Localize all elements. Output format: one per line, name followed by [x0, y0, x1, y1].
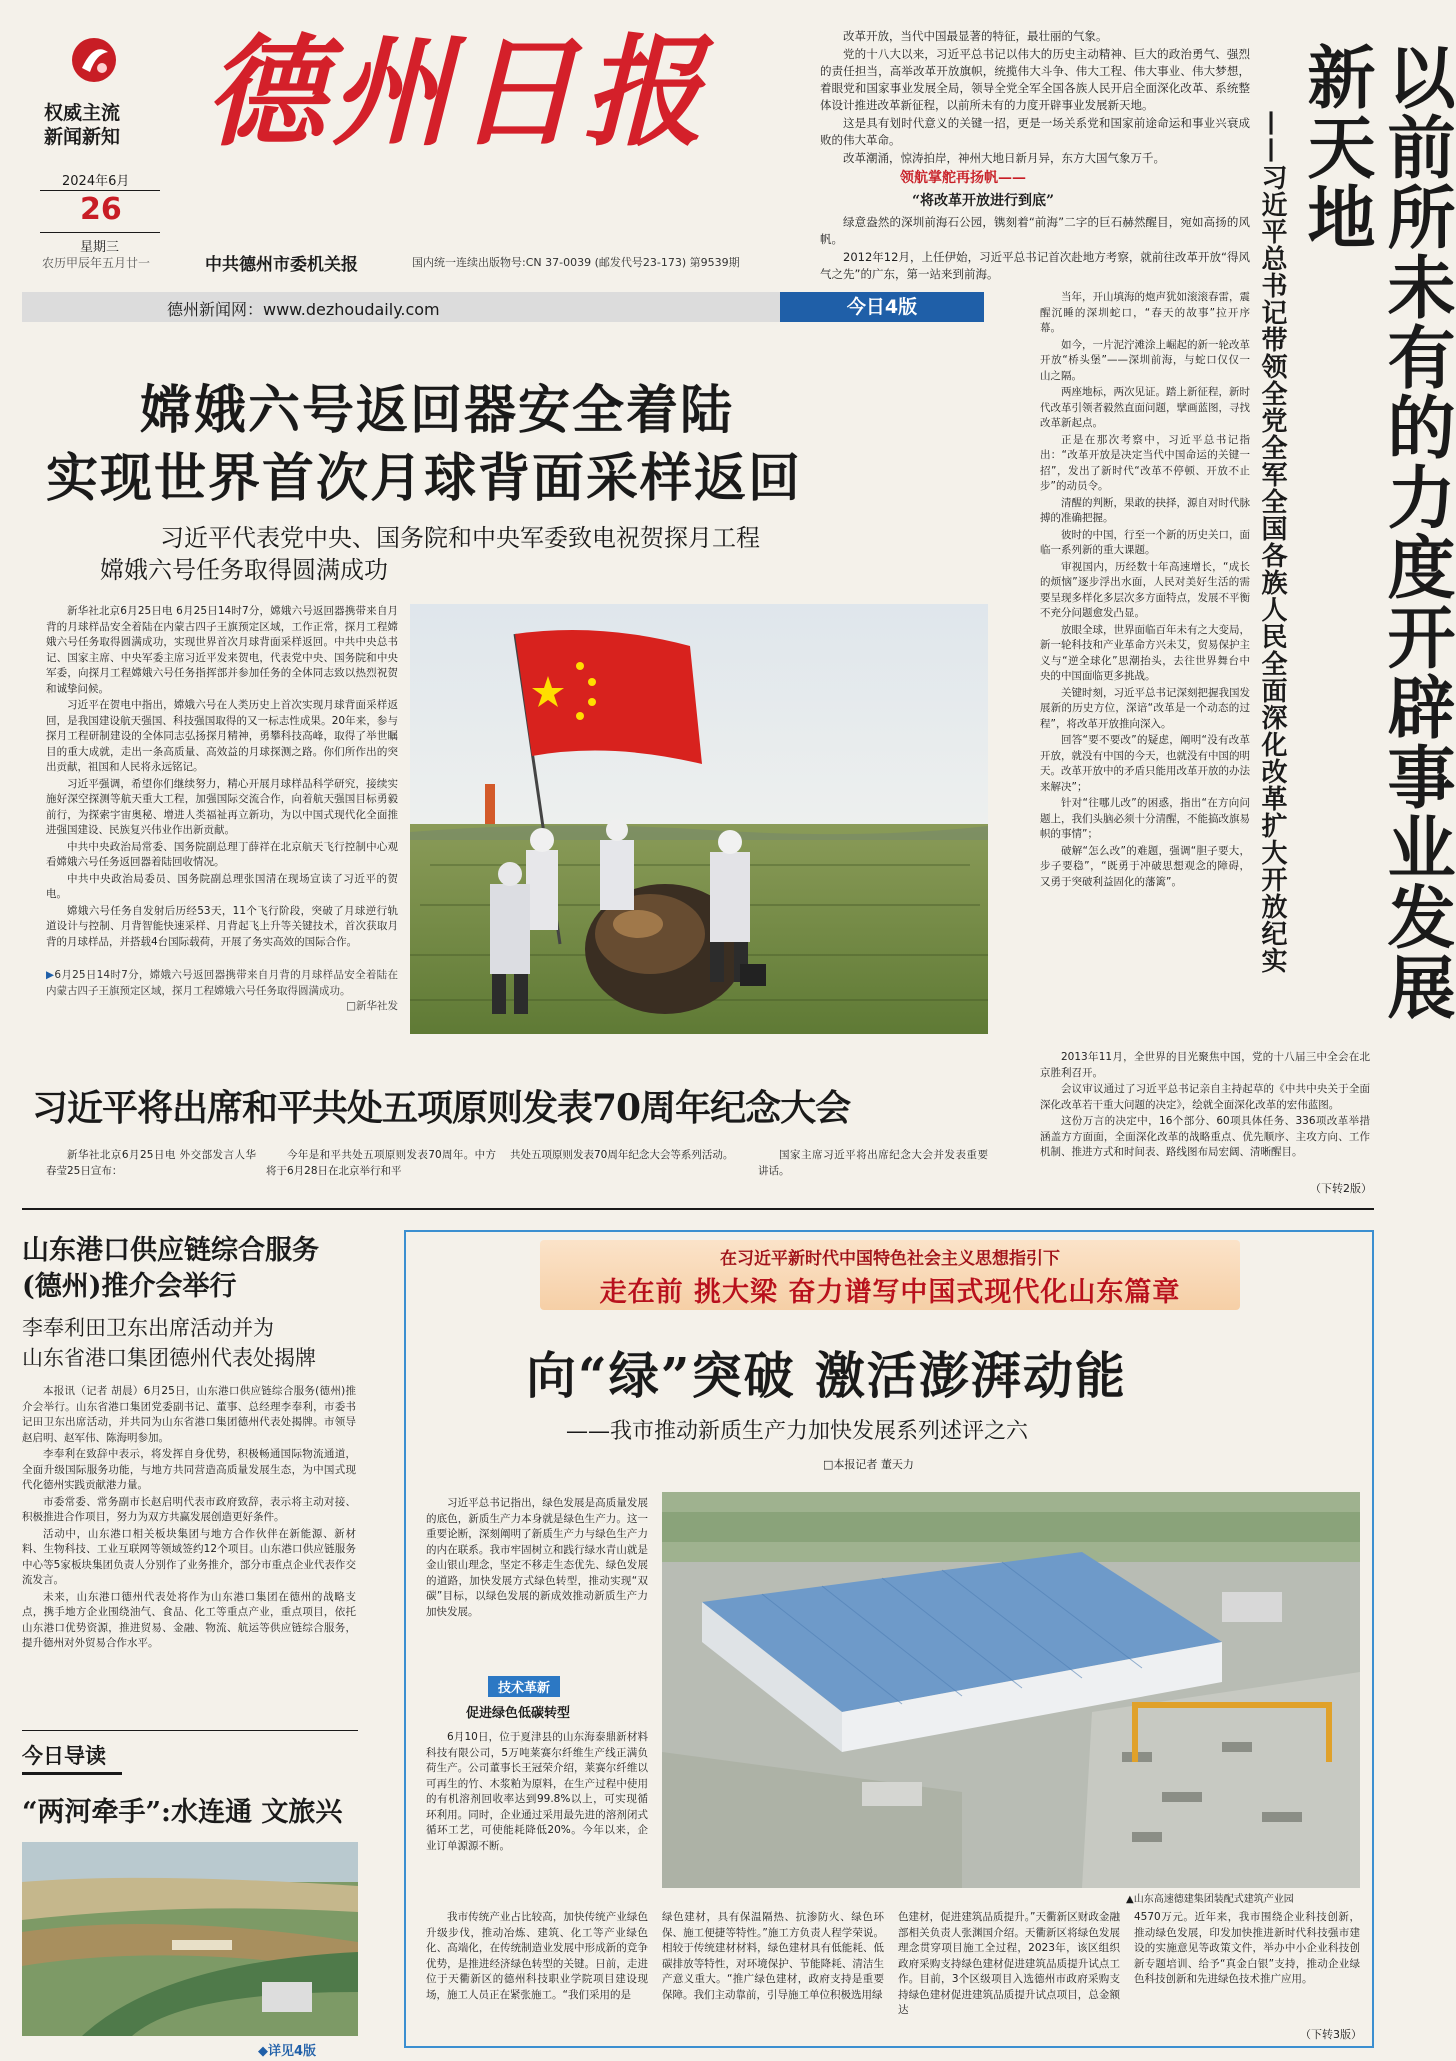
lead-body — [46, 604, 398, 956]
slogan-line1: 权威主流 — [44, 102, 121, 124]
guide-headline[interactable]: “两河牵手”:水连通 文旅兴 — [22, 1797, 343, 1828]
second-headline: 习近平将出席和平共处五项原则发表70周年纪念大会 — [32, 1087, 851, 1129]
intro-para: 改革开放，当代中国最显著的特征，最壮丽的气象。 — [843, 29, 1108, 43]
bottom-para: 2013年11月，全世界的目光聚焦中国，党的十八届三中全会在北京胜利召开。 — [1040, 1051, 1370, 1079]
caption-text: 6月25日14时7分，嫦娥六号返回器携带来自月背的月球样品安全着陆在内蒙古四子王旗预定区域，探月工程嫦娥六号任务取得圆满成功。 — [46, 969, 398, 997]
newspaper-logo-icon — [72, 38, 116, 82]
feature-tag: 技术革新 — [488, 1676, 560, 1697]
feature-photo — [662, 1492, 1360, 1888]
lead-headline-line2: 实现世界首次月球背面采样返回 — [46, 448, 803, 509]
narrow-para: 破解“怎么改”的难题，强调“胆子要大，步子要稳”，“既勇于冲破思想观念的障碍，又勇于突破利益固化的藩篱”。 — [1040, 844, 1250, 888]
narrow-para: 审视国内，历经数十年高速增长，“成长的烦恼”逐步浮出水面，人民对美好生活的需要呈现多样化多层次多方面特点，发展不平衡不充分问题愈发凸显。 — [1040, 560, 1250, 619]
intro-para: 改革潮涌，惊涛拍岸，神州大地日新月异，东方大国气象万千。 — [843, 151, 1165, 165]
issue-info: 国内统一连续出版物号:CN 37-0039 (邮发代号23-173) 第9539期 — [412, 256, 740, 269]
intro-para: 这是具有划时代意义的关键一招，更是一场关系党和国家前途命运和事业兴衰成败的伟大革命。 — [820, 116, 1250, 147]
port-para: 李奉利在致辞中表示，将发挥自身优势，积极畅通国际物流通道，全面升级国际服务功能，与地方共同营造高质量发展生态，为中国式现代化德州实践贡献港力量。 — [22, 1448, 356, 1491]
second-col1: 新华社北京6月25日电 外交部发言人华春莹25日宣布： — [46, 1149, 256, 1177]
lead-photo-caption — [46, 968, 398, 1015]
slogan-line2: 新闻新知 — [44, 126, 121, 148]
port-headline-line2: (德州)推介会举行 — [22, 1271, 237, 1302]
top-right-lead — [820, 214, 1250, 284]
guide-label: 今日导读 — [22, 1743, 106, 1768]
lead-para: 习近平强调，希望你们继续努力，精心开展月球样品科学研究，接续实施好深空探测等航天重大工程，加强国际交流合作，向着航天强国目标勇毅前行，为探索宇宙奥秘、增进人类福祉再立新功，为以中国式现代化全面推进强国建设、民族复兴伟业作出新贡献。 — [46, 777, 398, 836]
lead-headline-line1: 嫦娥六号返回器安全着陆 — [140, 380, 735, 441]
guide-banner — [540, 1240, 1240, 1310]
guide-link[interactable]: ◆详见4版 — [258, 2044, 317, 2059]
lead-subhead-line2: 嫦娥六号任务取得圆满成功 — [100, 556, 388, 584]
intro-para: 党的十八大以来，习近平总书记以伟大的历史主动精神、巨大的政治勇气、强烈的责任担当，高举改革开放旗帜，统揽伟大斗争、伟大工程、伟大事业、伟大梦想，着眼党和国家事业发展全局，领导全党全军全国各族人民开启全面深化改革、系统整体设计推进改革新征程，以前所未有的力度开辟事业发展新天地。 — [820, 47, 1250, 112]
second-col2: 今年是和平共处五项原则发表70周年。中方将于6月28日在北京举行和平 — [266, 1149, 496, 1177]
weekday: 星期三 — [80, 240, 120, 255]
feature-bottom-col2: 绿色建材，具有保温隔热、抗渗防火、绿色环保、施工便捷等特性。”施工方负责人程学荣说。相较于传统建材材料，绿色建材具有低能耗、低碳排放等特性，对环境保护、节能降耗、清洁生产意义重大。“推广绿色建材，政府支持是重要保障。我们主动靠前，引导施工单位积极选用绿 — [662, 1911, 884, 2001]
lead-photo — [410, 604, 988, 1034]
lead-para: 中共中央政治局委员、国务院副总理张国清在现场宣读了习近平的贺电。 — [46, 872, 398, 900]
port-body — [22, 1384, 356, 1720]
narrow-para: 针对“往哪儿改”的困惑，指出“在方向问题上，我们头脑必须十分清醒，不能搞改旗易帜的事情”； — [1040, 797, 1250, 840]
site-url[interactable]: 德州新闻网：www.dezhoudaily.com — [167, 300, 440, 319]
newspaper-title: 德州日报 — [205, 22, 709, 163]
second-col4: 国家主席习近平将出席纪念大会并发表重要讲话。 — [758, 1149, 988, 1177]
narrow-para: 如今，一片泥泞滩涂上崛起的新一轮改革开放“桥头堡”——深圳前海，与蛇口仅仅一山之隔。 — [1040, 338, 1250, 382]
bottom-para: 这份万言的决定中，16个部分、60项具体任务、336项改革举措涵盖方方面面，全面深化改革的战略重点、优先顺序、主攻方向、工作机制、推进方式和时间表、路线图布局宏阔、清晰醒目。 — [1040, 1115, 1370, 1158]
feature-continued: （下转3版） — [1300, 2028, 1362, 2041]
guide-photo — [22, 1842, 358, 2036]
date-month: 2024年6月 — [62, 174, 130, 189]
section-sub: “将改革开放进行到底” — [912, 193, 1055, 209]
top-right-subhead: ——习近平总书记带领全党全军全国各族人民全面深化改革扩大开放纪实 — [1257, 110, 1287, 974]
port-para: 未来，山东港口德州代表处将作为山东港口集团在德州的战略支点，携手地方企业围绕油气、食品、化工等重点产业，重点项目，依托山东港口优势资源，推进贸易、金融、物流、航运等供应链综合服务，提升德州对外贸易合作水平。 — [22, 1590, 356, 1649]
narrow-para: 回答“要不要改”的疑虑，阐明“没有改革开放，就没有中国的今天，也就没有中国的明天。改革开放中的矛盾只能用改革开放的办法来解决”； — [1040, 734, 1250, 793]
lunar-date: 农历甲辰年五月廿一 — [42, 256, 151, 270]
lead-para: 新华社北京6月25日电 6月25日14时7分，嫦娥六号返回器携带来自月背的月球样品安全着陆在内蒙古四子王旗预定区域，工作正常，探月工程嫦娥六号任务取得圆满成功，实现世界首次月球背面采样返回。中共中央总书记、国家主席、中央军委主席习近平发来贺电，代表党中央、国务院和中央军委，向探月工程嫦娥六号任务指挥部并参加任务的全体同志致以热烈祝贺和诚挚问候。 — [46, 605, 398, 695]
lead-para: 2012年12月，上任伊始，习近平总书记首次赴地方考察，就前往改革开放“得风气之先”的广东，第一站来到前海。 — [820, 250, 1250, 281]
narrow-para: 两座地标，两次见证。踏上新征程，新时代改革引领者毅然直面问题，擘画蓝图，寻找改革新起点。 — [1040, 386, 1250, 429]
guide-top-rule — [22, 1730, 358, 1731]
narrow-para: 放眼全球，世界面临百年未有之大变局，新一轮科技和产业革命方兴未艾，贸易保护主义与“逆全球化”思潮抬头，去往世界舞台中央的中国面临更多挑战。 — [1040, 623, 1250, 682]
feature-bottom-col1: 我市传统产业占比较高，加快传统产业绿色升级步伐，推动冶炼、建筑、化工等产业绿色化、高端化，在传统制造业发展中形成新的竞争优势，是推进经济绿色转型的关键。日前，走进位于天衢新区的德州科技职业学院项目建设现场，施工人员正在紧张施工。“我们采用的是 — [426, 1911, 648, 2001]
lead-para: 嫦娥六号任务自发射后历经53天，11个飞行阶段，突破了月球逆行轨道设计与控制、月背智能快速采样、月背起飞上升等关键技术，首次获取月背的月球样品，并搭载4台国际载荷，开展了务实高效的国际合作。 — [46, 904, 398, 948]
top-right-narrow-col — [1040, 290, 1250, 1046]
narrow-para: 当年，开山填海的炮声犹如滚滚春雷，震醒沉睡的深圳蛇口，“春天的故事”拉开序幕。 — [1040, 291, 1250, 334]
second-col3: 共处五项原则发表70周年纪念大会等系列活动。 — [510, 1149, 734, 1161]
masthead — [0, 0, 800, 300]
narrow-para: 清醒的判断，果敢的抉择，源自对时代脉搏的准确把握。 — [1040, 496, 1250, 524]
feature-left-col: 6月10日，位于夏津县的山东海泰鼎新材料科技有限公司，5万吨莱赛尔纤维生产线正满负荷生产。公司董事长王冠荣介绍，莱赛尔纤维以可再生的竹、木浆粕为原料，在生产过程中使用的有机溶剂回收率达到99.8%以上，可实现循环利用。同时，企业通过采用最先进的溶剂闭式循环工艺，可使能耗降低20%。今年以来，企业订单源源不断。 — [426, 1731, 648, 1852]
port-para: 市委常委、常务副市长赵启明代表市政府致辞，表示将主动对接、积极推进合作项目，努力为双方共赢发展创造更好条件。 — [22, 1495, 356, 1523]
feature-intro: 习近平总书记指出，绿色发展是高质量发展的底色，新质生产力本身就是绿色生产力。这一重要论断，深刻阐明了新质生产力与绿色生产力的内在联系。我市牢固树立和践行绿水青山就是金山银山理念，坚定不移走生态优先、绿色发展的道路，加快发展方式绿色转型，推动实现“双碳”目标，以绿色发展的新成效推动新质生产力加快发展。 — [426, 1497, 648, 1618]
section-divider — [22, 1208, 1374, 1210]
section-head: 领航掌舵再扬帆—— — [900, 170, 1026, 186]
feature-tag-sub: 促进绿色低碳转型 — [466, 1706, 571, 1721]
port-para: 活动中，山东港口相关板块集团与地方合作伙伴在新能源、新材料、生物科技、工业互联网等领域签约12个项目。山东港口供应链服务中心等5家板块集团负责人分别作了业务推介，部分市重点企业代表作交流发言。 — [22, 1527, 356, 1586]
port-subhead-line1: 李奉利田卫东出席活动并为 — [22, 1316, 274, 1340]
narrow-para: 正是在那次考察中，习近平总书记指出：“改革开放是决定当代中国命运的关键一招”，发出了新时代“改革不停顿、开放不止步”的动员令。 — [1040, 433, 1250, 492]
top-right-headline: 以前所未有的力度开辟事业发展新天地 — [1296, 42, 1456, 1022]
feature-byline: □本报记者 董天力 — [823, 1458, 914, 1471]
feature-bottom-col4: 4570万元。近年来，我市围绕企业科技创新，推动绿色发展，印发加快推进新时代科技强市建设的实施意见等政策文件，举办中小企业科技创新专题培训、给予“真金白银”支持，推动企业绿色科技创新和先进绿色技术推广应用。 — [1134, 1911, 1360, 1985]
top-right-bottom — [1040, 1050, 1370, 1162]
feature-subhead: ——我市推动新质生产力加快发展系列述评之六 — [566, 1419, 1029, 1444]
organ-label: 中共德州市委机关报 — [205, 255, 358, 275]
date-rule — [40, 190, 160, 191]
photo-credit: □新华社发 — [346, 1000, 398, 1012]
lead-para: 习近平在贺电中指出，嫦娥六号在人类历史上首次实现月球背面采样返回，是我国建设航天强国、科技强国取得的又一标志性成果。20年来，参与探月工程研制建设的全体同志弘扬探月精神，勇攀科技高峰，取得了举世瞩目的重大成就，走出一条高质量、高效益的月球探测之路。你们所作出的突出贡献，祖国和人民将永远铭记。 — [46, 699, 398, 773]
bottom-para: 会议审议通过了习近平总书记亲自主持起草的《中共中央关于全面深化改革若干重大问题的决定》，绘就全面深化改革的宏伟蓝图。 — [1040, 1083, 1370, 1111]
caption-marker-icon: ▶ — [46, 969, 55, 981]
port-headline-line1: 山东港口供应链综合服务 — [22, 1235, 319, 1266]
guide-label-rule — [22, 1772, 122, 1775]
port-subhead-line2: 山东省港口集团德州代表处揭牌 — [22, 1346, 316, 1370]
lead-subhead-line1: 习近平代表党中央、国务院和中央军委致电祝贺探月工程 — [160, 524, 760, 552]
top-right-intro — [820, 28, 1250, 168]
top-right-continued: （下转2版） — [1310, 1182, 1372, 1195]
feature-headline: 向“绿”突破 激活澎湃动能 — [526, 1346, 1127, 1405]
date-rule2 — [40, 232, 160, 233]
narrow-para: 关键时刻，习近平总书记深刻把握我国发展新的历史方位，深谙“改革是一个动态的过程”，将改革开放推向深入。 — [1040, 686, 1250, 730]
feature-bottom-col3: 色建材，促进建筑品质提升。”天衢新区财政金融部相关负责人张渊国介绍。天衢新区将绿色发展理念贯穿项目施工全过程，2023年，该区组织政府采购支持绿色建材促进建筑品质提升试点工作。目前，3个区级项目入选德州市政府采购支持绿色建材促进建筑品质提升试点项目，总金额达 — [898, 1911, 1120, 2016]
feature-photo-caption: ▲山东高速德建集团装配式建筑产业园 — [1126, 1894, 1294, 1905]
narrow-para: 彼时的中国，行至一个新的历史关口，面临一系列新的重大课题。 — [1040, 528, 1250, 556]
lead-para: 中共中央政治局常委、国务院副总理丁薛祥在北京航天飞行控制中心观看嫦娥六号任务返回器着陆回收情况。 — [46, 840, 398, 868]
guide-banner-top: 在习近平新时代中国特色社会主义思想指引下 — [720, 1249, 1060, 1269]
lead-para: 绿意盎然的深圳前海石公园，镌刻着“前海”二字的巨石赫然醒目，宛如高扬的风帆。 — [820, 215, 1250, 246]
today-pages-badge: 今日4版 — [780, 292, 984, 322]
date-day: 26 — [80, 192, 122, 227]
port-para: 本报讯（记者 胡晨）6月25日，山东港口供应链综合服务(德州)推介会举行。山东省港口集团党委副书记、董事、总经理李奉利，市委书记田卫东出席活动，并共同为山东省港口集团德州代表处揭牌。市领导赵启明、赵军伟、陈海明参加。 — [22, 1385, 356, 1444]
guide-banner-main: 走在前 挑大梁 奋力谱写中国式现代化山东篇章 — [599, 1277, 1181, 1308]
